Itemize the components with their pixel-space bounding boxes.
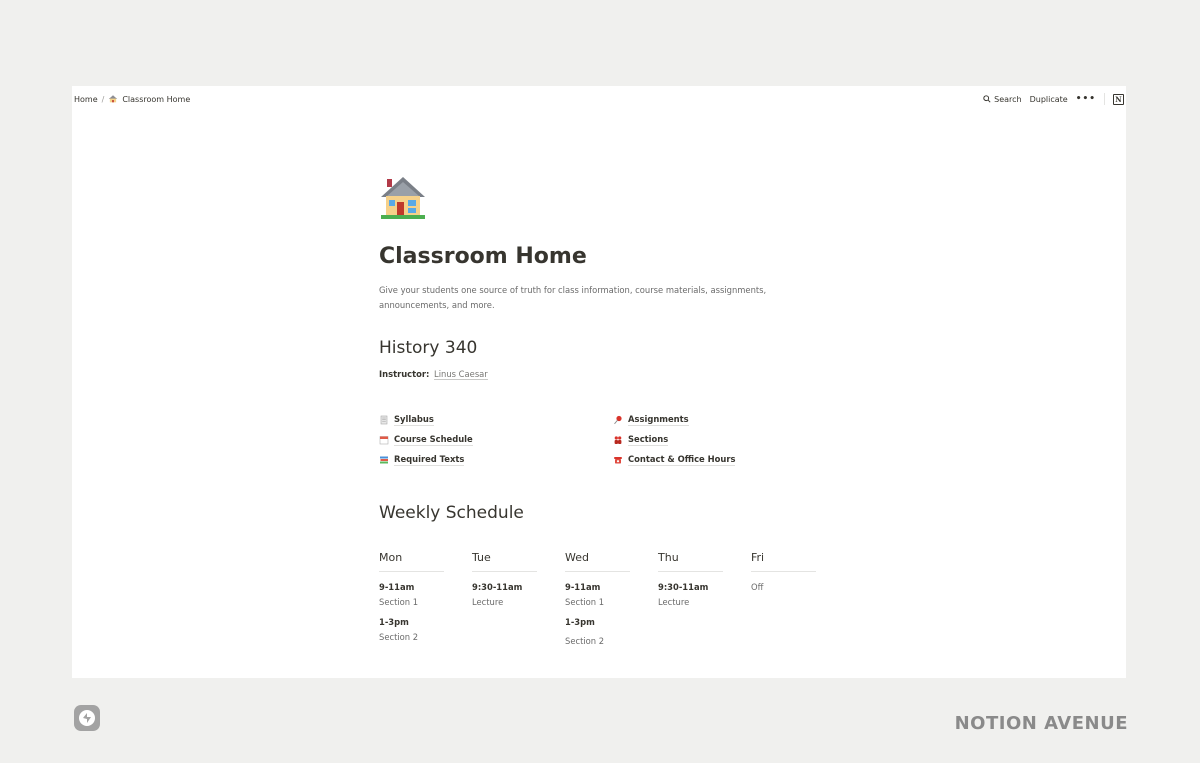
day-column-tue: [472, 549, 537, 608]
topbar-actions: [983, 93, 1126, 105]
slot-description: Lecture: [472, 597, 504, 607]
link-course-schedule[interactable]: [379, 434, 473, 446]
link-label: Contact & Office Hours: [628, 454, 736, 464]
slot-time: 1-3pm: [379, 617, 409, 627]
slot-time: 1-3pm: [565, 617, 595, 627]
house-icon: [108, 94, 118, 104]
telephone-icon: [613, 455, 623, 465]
breadcrumb-home[interactable]: Home: [74, 94, 98, 104]
notion-logo-icon[interactable]: N: [1113, 94, 1124, 105]
link-label: Required Texts: [394, 454, 465, 464]
link-contact-office-hours[interactable]: [613, 454, 735, 466]
instructor-line: [379, 369, 488, 379]
link-label: Course Schedule: [394, 434, 473, 444]
duplicate-button[interactable]: Duplicate: [1029, 94, 1068, 104]
calendar-icon: [379, 435, 389, 445]
people-icon: [613, 435, 623, 445]
slot-time: 9:30-11am: [658, 582, 709, 592]
link-sections[interactable]: [613, 434, 668, 446]
breadcrumb-current-page[interactable]: Classroom Home: [122, 94, 191, 104]
page-description: Give your students one source of truth for class information, course materials, assignments, announcements, and more.: [379, 285, 767, 310]
day-column-thu: [658, 549, 723, 608]
day-column-fri: [751, 549, 816, 593]
slot-description: Section 1: [565, 597, 605, 607]
day-header: Tue: [472, 549, 537, 572]
day-header: Thu: [658, 549, 723, 572]
slot-description: Section 2: [379, 632, 419, 642]
notion-avenue-logo-icon: [74, 705, 100, 731]
day-column-mon: [379, 549, 444, 643]
search-label: Search: [994, 94, 1022, 104]
link-label: Sections: [628, 434, 669, 444]
slot-time: 9:30-11am: [472, 582, 523, 592]
link-label: Syllabus: [394, 414, 434, 424]
page-title: Classroom Home: [379, 244, 587, 269]
day-header: Wed: [565, 549, 630, 572]
day-header: Fri: [751, 549, 816, 572]
slot-description: Section 2: [565, 636, 605, 646]
search-button[interactable]: [983, 95, 1021, 104]
breadcrumb: [72, 94, 190, 104]
slot-description: Section 1: [379, 597, 419, 607]
instructor-label: Instructor:: [379, 369, 430, 379]
slot-time: 9-11am: [379, 582, 415, 592]
topbar: [72, 86, 1126, 112]
brand-name: NOTION AVENUE: [954, 713, 1128, 734]
pushpin-icon: [613, 415, 623, 425]
day-header: Mon: [379, 549, 444, 572]
search-icon: [983, 95, 991, 103]
document-icon: [379, 415, 389, 425]
instructor-link[interactable]: Linus Caesar: [434, 369, 488, 379]
more-options-icon[interactable]: •••: [1075, 94, 1096, 104]
house-icon[interactable]: [379, 173, 427, 221]
link-required-texts[interactable]: [379, 454, 464, 466]
slot-off: Off: [751, 582, 764, 592]
slot-description: Lecture: [658, 597, 690, 607]
link-assignments[interactable]: [613, 414, 689, 426]
day-column-wed: [565, 549, 630, 647]
weekly-schedule-heading: Weekly Schedule: [379, 503, 524, 523]
divider: [1104, 93, 1105, 105]
books-icon: [379, 455, 389, 465]
link-syllabus[interactable]: [379, 414, 434, 426]
link-label: Assignments: [628, 414, 689, 424]
breadcrumb-separator: /: [101, 94, 105, 104]
notion-page-window: [72, 86, 1126, 678]
slot-time: 9-11am: [565, 582, 601, 592]
course-heading: History 340: [379, 338, 478, 358]
